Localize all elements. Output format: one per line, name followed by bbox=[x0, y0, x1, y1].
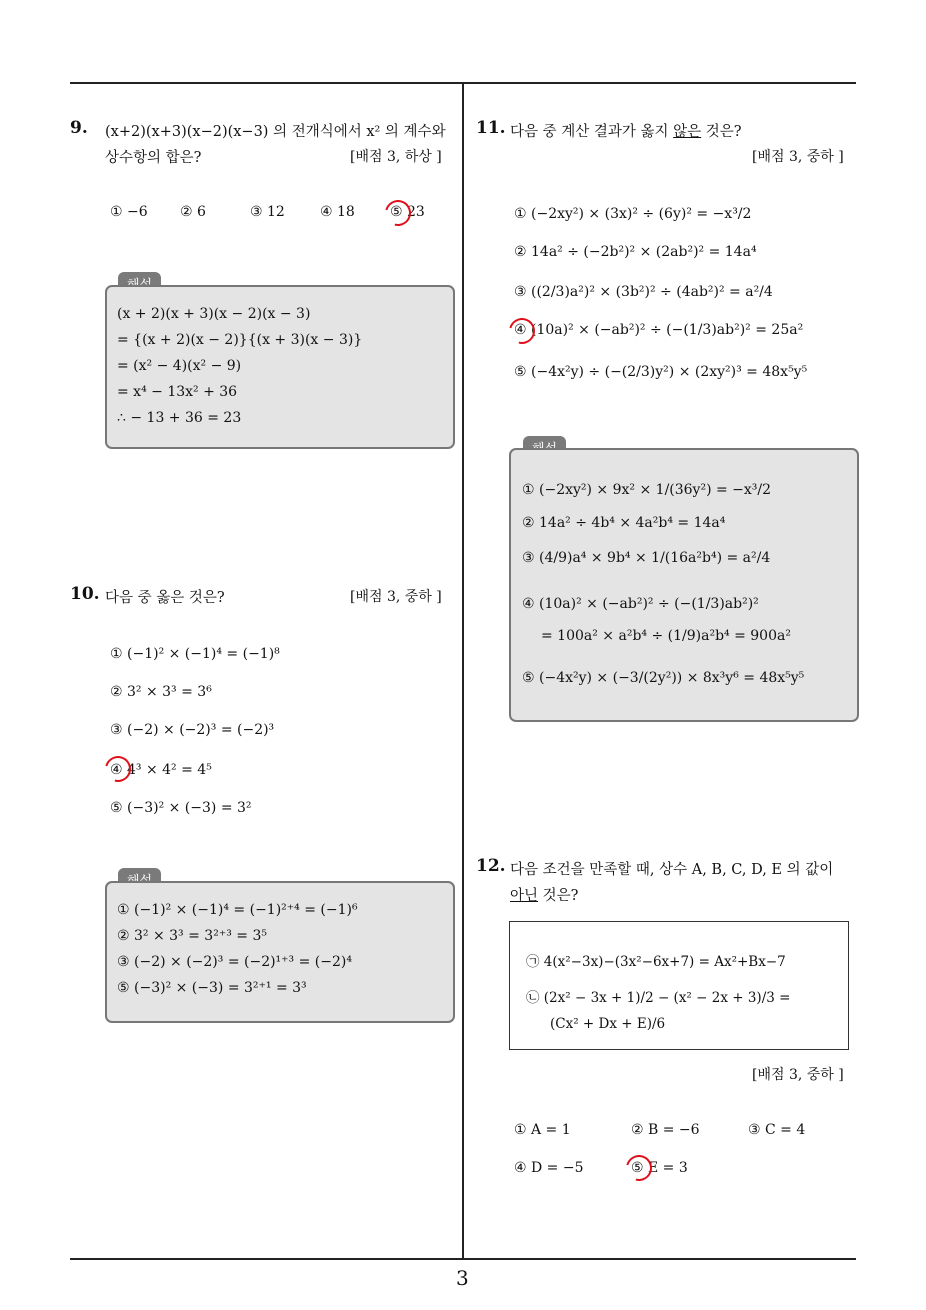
q9-solution-line-4: = x⁴ − 13x² + 36 bbox=[117, 384, 238, 400]
q10-solution-line-3: ③ (−2) × (−2)³ = (−2)¹⁺³ = (−2)⁴ bbox=[117, 954, 352, 970]
q10-choice-1[interactable]: ① (−1)² × (−1)⁴ = (−1)⁸ bbox=[110, 646, 280, 662]
q9-choice-1[interactable]: ① −6 bbox=[110, 204, 148, 220]
question-9-text-line1: (x+2)(x+3)(x−2)(x−3) 의 전개식에서 x² 의 계수와 bbox=[105, 124, 446, 140]
question-10-text: 다음 중 옳은 것은? bbox=[105, 590, 225, 606]
q10-solution-line-4: ⑤ (−3)² × (−3) = 3²⁺¹ = 3³ bbox=[117, 980, 307, 996]
q12-choice-4[interactable]: ④ D = −5 bbox=[514, 1160, 584, 1176]
q10-choice-3[interactable]: ③ (−2) × (−2)³ = (−2)³ bbox=[110, 722, 275, 738]
q9-solution-line-3: = (x² − 4)(x² − 9) bbox=[117, 358, 242, 374]
q10-choice-4[interactable]: ④ 4³ × 4² = 4⁵ bbox=[110, 762, 212, 778]
q11-solution-line-4: ④ (10a)² × (−ab²)² ÷ (−(1/3)ab²)² bbox=[522, 596, 759, 612]
q11-solution-line-3: ③ (4/9)a⁴ × 9b⁴ × 1/(16a²b⁴) = a²/4 bbox=[522, 550, 771, 566]
question-11-meta: [배점 3, 중하 ] bbox=[752, 149, 844, 165]
q9-choice-4[interactable]: ④ 18 bbox=[320, 204, 355, 220]
q9-choice-2[interactable]: ② 6 bbox=[180, 204, 206, 220]
question-9-number: 9. bbox=[70, 118, 88, 138]
question-10-meta: [배점 3, 중하 ] bbox=[350, 589, 442, 605]
question-10-number: 10. bbox=[70, 584, 100, 604]
q12-condition-1: ㉠ 4(x²−3x)−(3x²−6x+7) = Ax²+Bx−7 bbox=[526, 954, 786, 970]
q9-solution-line-2: = {(x + 2)(x − 2)}{(x + 3)(x − 3)} bbox=[117, 332, 363, 348]
q10-solution-line-2: ② 3² × 3³ = 3²⁺³ = 3⁵ bbox=[117, 928, 267, 944]
question-11-text-post: 것은? bbox=[701, 124, 742, 140]
q11-solution-line-2: ② 14a² ÷ 4b⁴ × 4a²b⁴ = 14a⁴ bbox=[522, 515, 726, 531]
question-11-number: 11. bbox=[476, 118, 506, 138]
question-12-text-underlined: 아닌 bbox=[510, 888, 539, 904]
question-9-text-line2: 상수항의 합은? bbox=[105, 150, 202, 166]
q11-choice-2[interactable]: ② 14a² ÷ (−2b²)² × (2ab²)² = 14a⁴ bbox=[514, 244, 757, 260]
q11-choice-3[interactable]: ③ ((2/3)a²)² × (3b²)² ÷ (4ab²)² = a²/4 bbox=[514, 284, 773, 300]
q10-choice-2[interactable]: ② 3² × 3³ = 3⁶ bbox=[110, 684, 212, 700]
q9-choice-5[interactable]: ⑤ 23 bbox=[390, 204, 425, 220]
question-12-number: 12. bbox=[476, 856, 506, 876]
q11-solution-line-5: = 100a² × a²b⁴ ÷ (1/9)a²b⁴ = 900a² bbox=[541, 628, 791, 644]
q12-answer-mark bbox=[621, 1150, 657, 1186]
q12-choice-5[interactable]: ⑤ E = 3 bbox=[631, 1160, 688, 1176]
q11-answer-mark bbox=[504, 313, 540, 349]
column-divider bbox=[462, 82, 464, 1260]
question-9-meta: [배점 3, 하상 ] bbox=[350, 149, 442, 165]
question-12-text-line2 bbox=[510, 884, 578, 905]
q10-choice-5[interactable]: ⑤ (−3)² × (−3) = 3² bbox=[110, 800, 252, 816]
q9-solution-line-1: (x + 2)(x + 3)(x − 2)(x − 3) bbox=[117, 306, 311, 322]
q11-choice-4[interactable]: ④ (10a)² × (−ab²)² ÷ (−(1/3)ab²)² = 25a² bbox=[514, 322, 804, 338]
q12-choice-1[interactable]: ① A = 1 bbox=[514, 1122, 571, 1138]
q11-solution-line-6: ⑤ (−4x²y) × (−3/(2y²)) × 8x³y⁶ = 48x⁵y⁵ bbox=[522, 670, 805, 686]
q11-choice-5[interactable]: ⑤ (−4x²y) ÷ (−(2/3)y²) × (2xy²)³ = 48x⁵y⁵ bbox=[514, 364, 808, 380]
q12-condition-2a: ㉡ (2x² − 3x + 1)/2 − (x² − 2x + 3)/3 = bbox=[526, 990, 791, 1006]
bottom-rule bbox=[70, 1258, 856, 1260]
q12-condition-2b: (Cx² + Dx + E)/6 bbox=[550, 1016, 666, 1032]
question-12-text-post: 것은? bbox=[538, 888, 579, 904]
q11-solution-line-1: ① (−2xy²) × 9x² × 1/(36y²) = −x³/2 bbox=[522, 482, 772, 498]
q12-choice-3[interactable]: ③ C = 4 bbox=[748, 1122, 806, 1138]
q9-answer-mark bbox=[380, 195, 416, 231]
question-11-text-underlined: 않은 bbox=[673, 124, 702, 140]
q12-choice-2[interactable]: ② B = −6 bbox=[631, 1122, 700, 1138]
page-number: 3 bbox=[456, 1266, 469, 1290]
question-12-meta: [배점 3, 중하 ] bbox=[752, 1067, 844, 1083]
question-11-text-pre: 다음 중 계산 결과가 옳지 bbox=[510, 124, 674, 140]
q11-choice-1[interactable]: ① (−2xy²) × (3x)² ÷ (6y)² = −x³/2 bbox=[514, 206, 752, 222]
q10-solution-line-1: ① (−1)² × (−1)⁴ = (−1)²⁺⁴ = (−1)⁶ bbox=[117, 902, 358, 918]
question-12-text-line1: 다음 조건을 만족할 때, 상수 A, B, C, D, E 의 값이 bbox=[510, 862, 834, 878]
q10-answer-mark bbox=[100, 751, 136, 787]
question-11-text bbox=[510, 120, 742, 141]
q9-solution-line-5: ∴ − 13 + 36 = 23 bbox=[117, 410, 242, 426]
q9-choice-3[interactable]: ③ 12 bbox=[250, 204, 285, 220]
